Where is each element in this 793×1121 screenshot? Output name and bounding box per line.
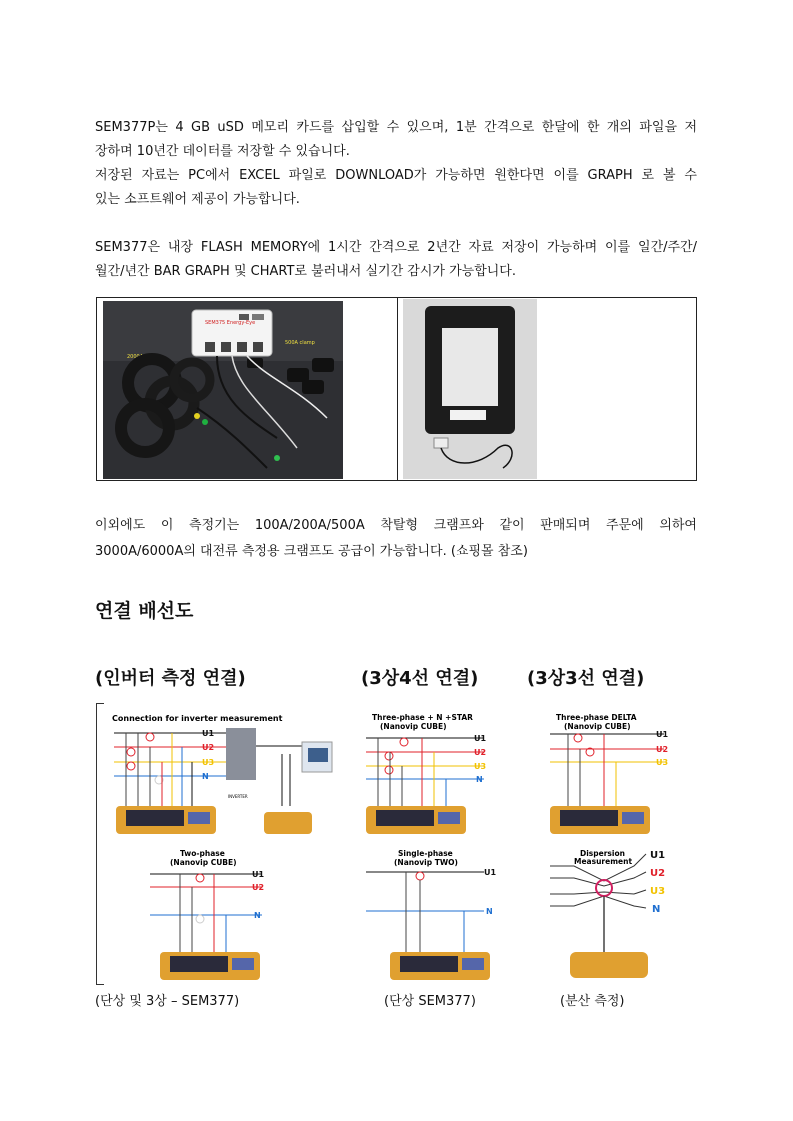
svg-text:(Nanovip CUBE): (Nanovip CUBE) xyxy=(380,722,447,731)
heading-inverter: (인버터 측정 연결) xyxy=(95,668,246,689)
paragraph-line: 이외에도 이 측정기는 100A/200A/500A 착탈형 크램프와 같이 판매되며 주문에 의하여 xyxy=(95,518,697,533)
svg-text:U2: U2 xyxy=(656,745,669,754)
svg-text:U1: U1 xyxy=(202,729,215,738)
svg-text:U3: U3 xyxy=(656,758,669,767)
paragraph-line: 장하며 10년간 데이터를 저장할 수 있습니다. xyxy=(95,144,350,159)
svg-text:U1: U1 xyxy=(474,734,487,743)
section-title: 연결 배선도 xyxy=(95,600,194,622)
wiring-diagrams xyxy=(104,706,684,984)
paragraph-line: 월간/년간 BAR GRAPH 및 CHART로 불러내서 실기간 감시가 가능합니다. xyxy=(95,264,516,279)
svg-text:U1: U1 xyxy=(484,868,497,877)
paragraph-line: 3000A/6000A의 대전류 측정용 크램프도 공급이 가능합니다. (쇼핑몰 참조) xyxy=(95,544,528,559)
svg-text:(Nanovip CUBE): (Nanovip CUBE) xyxy=(564,722,631,731)
svg-text:N: N xyxy=(202,772,209,781)
large-clamp-photo xyxy=(398,298,698,480)
svg-text:Dispersion: Dispersion xyxy=(580,849,625,858)
svg-text:Two-phase: Two-phase xyxy=(180,849,225,858)
svg-text:U2: U2 xyxy=(202,743,215,752)
heading-three-phase-four-wire: (3상4선 연결) xyxy=(361,668,479,689)
photo-cell-meter-clamps xyxy=(97,298,398,480)
svg-text:U1: U1 xyxy=(650,850,666,861)
paragraph-line: SEM377P는 4 GB uSD 메모리 카드를 삽입할 수 있으며, 1분 간격으로 한달에 한 개의 파일을 저 xyxy=(95,120,697,135)
svg-text:N: N xyxy=(486,907,493,916)
svg-text:U3: U3 xyxy=(202,758,215,767)
svg-text:Single-phase: Single-phase xyxy=(398,849,453,858)
paragraph-line: 저장된 자료는 PC에서 EXCEL 파일로 DOWNLOAD가 가능하면 원한다면 이를 GRAPH 로 볼 수 xyxy=(95,168,697,183)
svg-text:(Nanovip CUBE): (Nanovip CUBE) xyxy=(170,858,237,867)
svg-text:U2: U2 xyxy=(650,868,666,879)
diagram-bracket xyxy=(96,703,104,985)
svg-text:Three-phase + N +STAR: Three-phase + N +STAR xyxy=(372,713,473,722)
svg-text:Measurement: Measurement xyxy=(574,857,633,866)
svg-text:N: N xyxy=(254,911,261,920)
svg-text:U2: U2 xyxy=(252,883,265,892)
svg-text:N: N xyxy=(652,904,661,915)
caption-single-phase: (단상 SEM377) xyxy=(384,994,476,1009)
svg-text:SEM375 Energy-Eye: SEM375 Energy-Eye xyxy=(205,320,256,326)
svg-text:U1: U1 xyxy=(656,730,669,739)
svg-text:500A clamp: 500A clamp xyxy=(285,340,315,346)
svg-text:Connection for inverter measur: Connection for inverter measurement xyxy=(112,714,283,723)
photo-cell-large-clamp xyxy=(398,298,698,480)
svg-text:U3: U3 xyxy=(474,762,487,771)
caption-dispersion: (분산 측정) xyxy=(560,994,625,1009)
caption-single-three-phase: (단상 및 3상 – SEM377) xyxy=(95,994,240,1009)
svg-text:Three-phase DELTA: Three-phase DELTA xyxy=(556,713,637,722)
svg-text:(Nanovip TWO): (Nanovip TWO) xyxy=(394,858,458,867)
svg-text:INVERTER: INVERTER xyxy=(228,794,248,799)
svg-text:N: N xyxy=(476,775,483,784)
svg-text:U1: U1 xyxy=(252,870,265,879)
meter-clamps-photo xyxy=(97,298,397,480)
photo-table xyxy=(96,297,697,481)
heading-three-phase-three-wire: (3상3선 연결) xyxy=(527,668,645,689)
paragraph-line: SEM377은 내장 FLASH MEMORY에 1시간 간격으로 2년간 자료 저장이 가능하며 이를 일간/주간/ xyxy=(95,240,697,255)
svg-text:U3: U3 xyxy=(650,886,666,897)
paragraph-line: 있는 소프트웨어 제공이 가능합니다. xyxy=(95,192,300,207)
svg-text:U2: U2 xyxy=(474,748,487,757)
svg-text:2000A clamp: 2000A clamp xyxy=(127,354,160,360)
